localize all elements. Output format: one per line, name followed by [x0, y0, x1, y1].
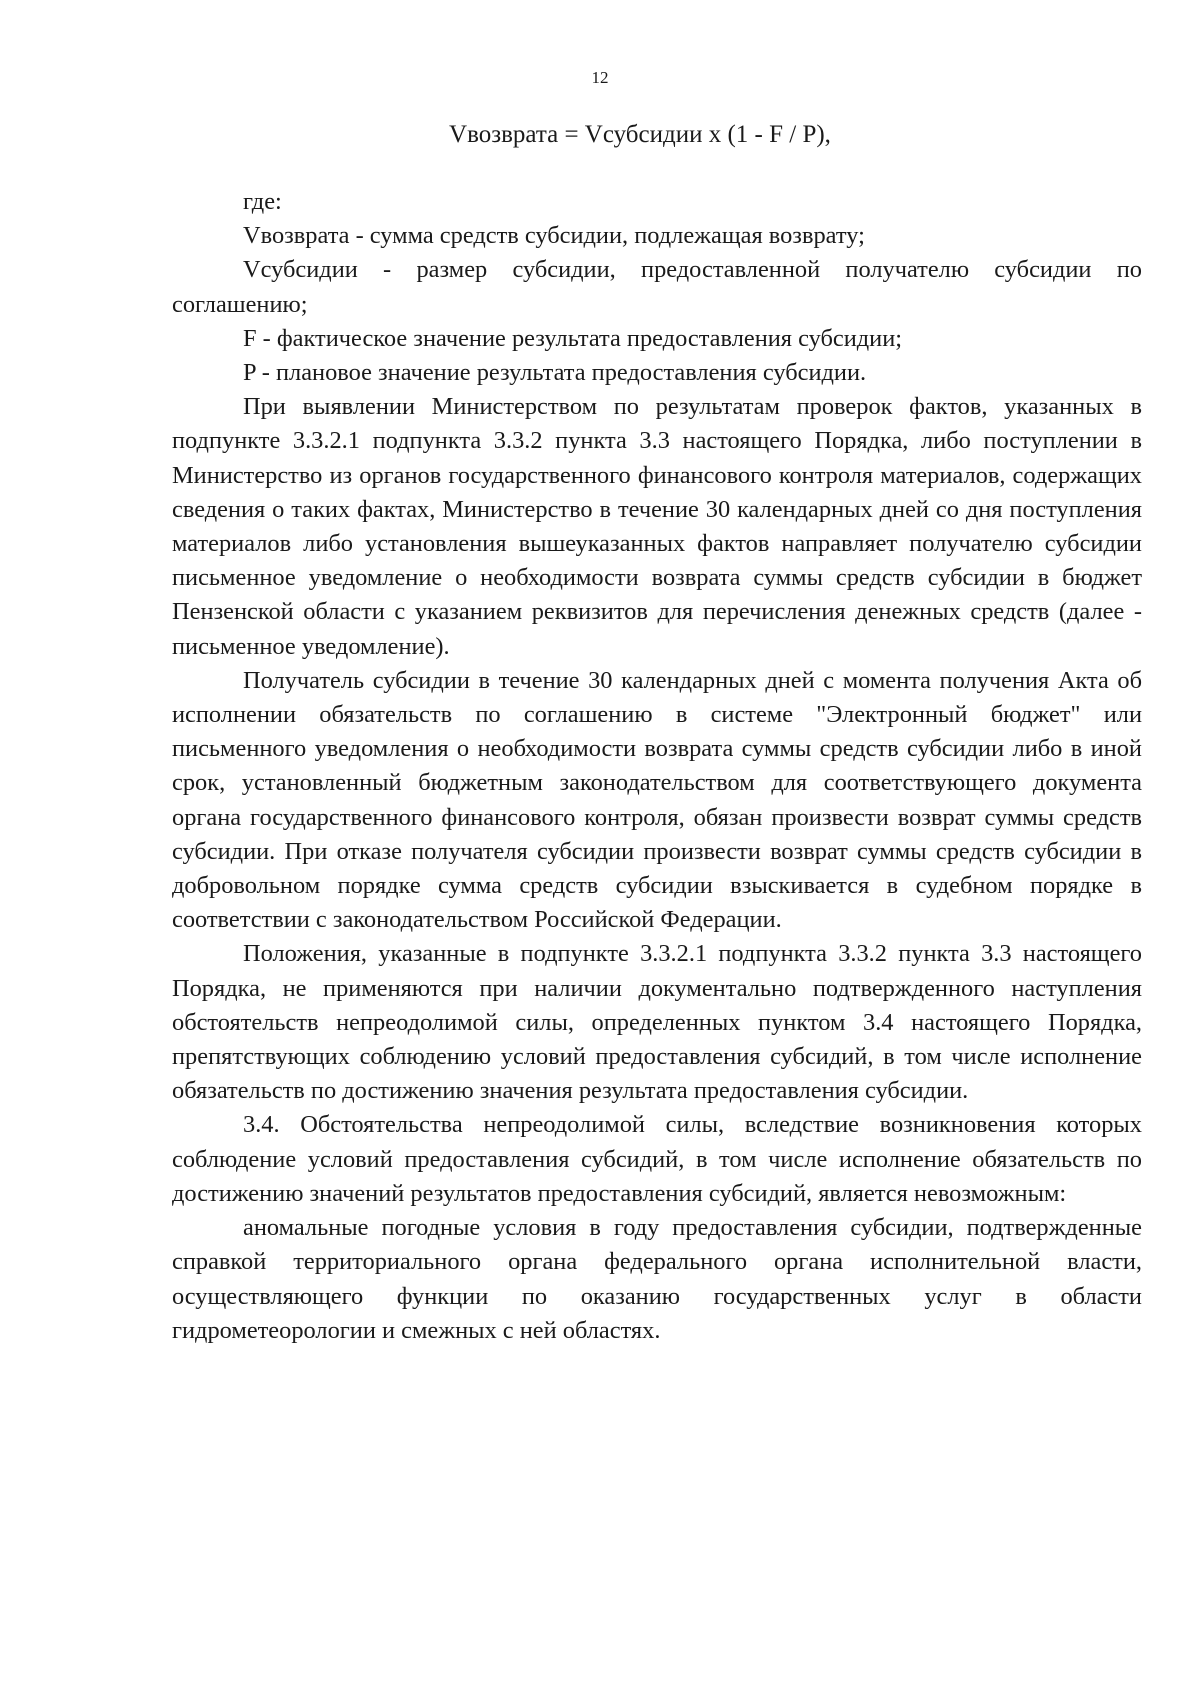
document-body — [172, 185, 1142, 1348]
paragraph-section-3-4: 3.4. Обстоятельства непреодолимой силы, вследствие возникновения которых соблюдение условий предоставления субсидий, в том числе исполнение обязательств по достижению значений результатов предоставления субсидий, является невозможным: — [172, 1111, 1142, 1207]
paragraph-recipient-obligation: Получатель субсидии в течение 30 календарных дней с момента получения Акта об исполнении обязательств по соглашению в системе "Электронный бюджет" или письменного уведомления о необходимости возврата суммы средств субсидии либо в иной срок, установленный бюджетным законодательством для соответствующего документа органа государственного финансового контроля, обязан произвести возврат суммы средств субсидии. При отказе получателя субсидии произвести возврат суммы средств субсидии в добровольном порядке сумма средств субсидии взыскивается в судебном порядке в соответствии с законодательством Российской Федерации. — [172, 666, 1142, 934]
paragraph-v-return-definition: Vвозврата - сумма средств субсидии, подлежащая возврату; — [243, 222, 865, 250]
paragraph-ministry-notification: При выявлении Министерством по результатам проверок фактов, указанных в подпункте 3.3.2.1 подпункта 3.3.2 пункта 3.3 настоящего Порядка, либо поступлении в Министерство из органов государственного финансового контроля материалов, содержащих сведения о таких фактах, Министерство в течение 30 календарных дней со дня поступления материалов либо установления вышеуказанных фактов направляет получателю субсидии письменное уведомление о необходимости возврата суммы средств субсидии в бюджет Пензенской области с указанием реквизитов для перечисления денежных средств (далее - письменное уведомление). — [172, 393, 1142, 660]
paragraph-p-definition: P - плановое значение результата предоставления субсидии. — [243, 359, 867, 387]
paragraph-exemption: Положения, указанные в подпункте 3.3.2.1 подпункта 3.3.2 пункта 3.3 настоящего Порядка, не применяются при наличии документально подтвержденного наступления обстоятельств непреодолимой силы, определенных пунктом 3.4 настоящего Порядка, препятствующих соблюдению условий предоставления субсидий, в том числе исполнение обязательств по достижению значения результата предоставления субсидии. — [172, 940, 1142, 1105]
page-number: 12 — [591, 68, 609, 87]
paragraph-where: где: — [243, 188, 282, 215]
paragraph-weather-conditions: аномальные погодные условия в году предоставления субсидии, подтвержденные справкой территориального органа федерального органа исполнительной власти, осуществляющего функции по оказанию государственных услуг в области гидрометеорологии и смежных с ней областях. — [172, 1214, 1142, 1344]
paragraph-f-definition: F - фактическое значение результата предоставления субсидии; — [243, 324, 903, 352]
paragraph-v-subsidy-definition: Vсубсидии - размер субсидии, предоставленной получателю субсидии по соглашению; — [172, 256, 1142, 318]
return-amount-formula: Vвозврата = Vсубсидии x (1 - F / P), — [449, 121, 831, 148]
